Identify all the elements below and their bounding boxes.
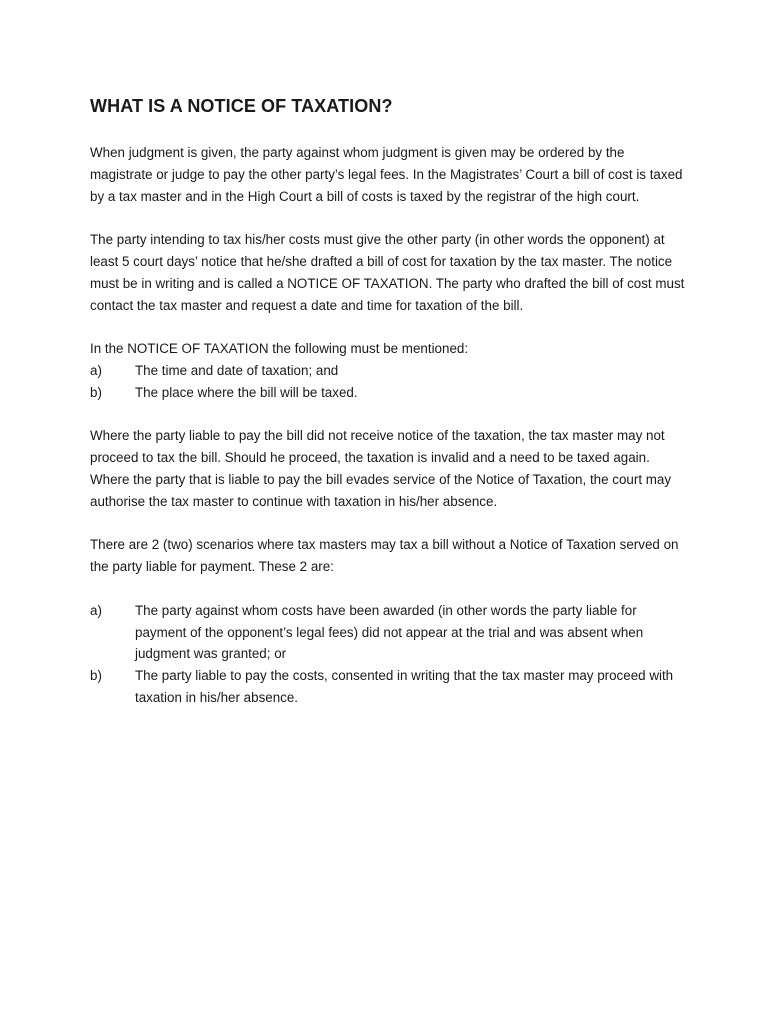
document-title: WHAT IS A NOTICE OF TAXATION? — [90, 96, 393, 116]
document-page — [90, 94, 690, 731]
notice-contents-list — [90, 360, 690, 404]
paragraph-scenarios-intro: There are 2 (two) scenarios where tax masters may tax a bill without a Notice of Taxation served on the party liable for payment. These 2 are: — [90, 537, 679, 575]
list-marker: b) — [90, 384, 102, 400]
list-item-text: The party against whom costs have been awarded (in other words the party liable for payment of the opponent’s legal fees) did not appear at the trial and was absent when judgment was granted; or — [135, 602, 644, 662]
list-item-text: The place where the bill will be taxed. — [135, 384, 358, 400]
paragraph-notice-requirement: The party intending to tax his/her costs must give the other party (in other words the opponent) at least 5 court days’ notice that he/she drafted a bill of cost for taxation by the tax master. The notice must be in writing and is called a NOTICE OF TAXATION. The party who drafted the bill of cost must contact the tax master and request a date and time for taxation of the bill. — [90, 232, 685, 313]
paragraph-judgment-costs: When judgment is given, the party against whom judgment is given may be ordered by the magistrate or judge to pay the other party’s legal fees. In the Magistrates’ Court a bill of cost is taxed by a tax master and in the High Court a bill of costs is taxed by the registrar of the high court. — [90, 145, 683, 204]
list-item-text: The party liable to pay the costs, consented in writing that the tax master may proceed with taxation in his/her absence. — [135, 668, 674, 705]
scenarios-list — [90, 600, 690, 709]
list-item — [90, 382, 690, 404]
list-item — [90, 665, 690, 709]
list-item — [90, 600, 690, 665]
list-marker: a) — [90, 602, 102, 618]
paragraph-notice-contents-intro: In the NOTICE OF TAXATION the following must be mentioned: — [90, 341, 469, 357]
list-item-text: The time and date of taxation; and — [135, 362, 339, 378]
list-item — [90, 360, 690, 382]
list-marker: a) — [90, 362, 102, 378]
list-marker: b) — [90, 668, 102, 684]
paragraph-no-notice-received: Where the party liable to pay the bill did not receive notice of the taxation, the tax master may not proceed to tax the bill. Should he proceed, the taxation is invalid and a need to be taxed again. Where the party that is liable to pay the bill evades service of the Notice of Taxation, the court may authorise the tax master to continue with taxation in his/her absence. — [90, 428, 672, 509]
